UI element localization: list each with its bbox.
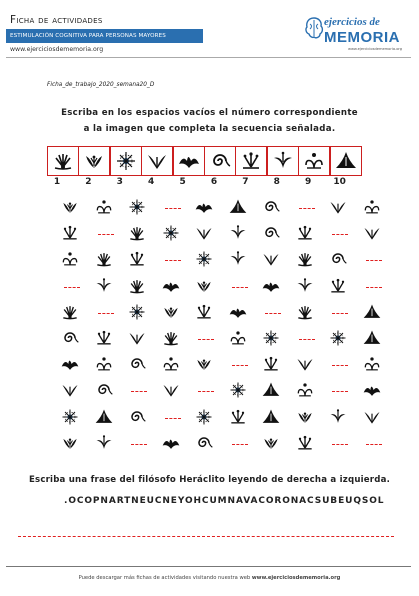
sequence-symbol bbox=[261, 276, 281, 300]
sequence-symbol bbox=[194, 407, 214, 431]
bird-ornament-icon bbox=[362, 380, 382, 400]
fan-ornament-icon bbox=[60, 302, 80, 322]
key-number: 7 bbox=[242, 177, 249, 187]
starburst-ornament-icon bbox=[114, 149, 138, 173]
sequence-symbol bbox=[161, 223, 181, 247]
crown-ornament-icon bbox=[239, 149, 263, 173]
wing-ornament-icon bbox=[161, 380, 181, 400]
starburst-ornament-icon bbox=[161, 223, 181, 243]
scroll-ornament-icon bbox=[94, 197, 114, 217]
logo-url: www.ejerciciosdememoria.org bbox=[348, 47, 403, 51]
bird-ornament-icon bbox=[161, 433, 181, 453]
bird-ornament-icon bbox=[161, 276, 181, 296]
answer-blank[interactable] bbox=[299, 339, 315, 340]
key-cell-2 bbox=[78, 146, 110, 176]
tulip-ornament-icon bbox=[194, 354, 214, 374]
sequence-symbol bbox=[94, 276, 114, 300]
key-cell-9 bbox=[298, 146, 330, 176]
answer-blank[interactable] bbox=[332, 234, 348, 235]
sequence-symbol bbox=[261, 197, 281, 221]
sequence-symbol bbox=[362, 380, 382, 404]
answer-line[interactable] bbox=[18, 536, 394, 537]
logo-text-main: MEMORIA bbox=[324, 29, 400, 46]
sequence-symbol bbox=[94, 197, 114, 221]
answer-blank[interactable] bbox=[98, 313, 114, 314]
sequence-symbol bbox=[295, 302, 315, 326]
footer-divider bbox=[6, 566, 411, 567]
sequence-symbol bbox=[127, 407, 147, 431]
tulip-ornament-icon bbox=[60, 433, 80, 453]
sequence-symbol bbox=[94, 407, 114, 431]
key-cell-8 bbox=[267, 146, 299, 176]
wing-ornament-icon bbox=[328, 197, 348, 217]
sequence-symbol bbox=[328, 249, 348, 273]
sequence-symbol bbox=[228, 249, 248, 273]
key-cell-7 bbox=[235, 146, 267, 176]
sequence-symbol bbox=[295, 407, 315, 431]
wing-ornament-icon bbox=[362, 223, 382, 243]
scroll-ornament-icon bbox=[60, 249, 80, 269]
key-number: 2 bbox=[85, 177, 92, 187]
tree-ornament-icon bbox=[94, 407, 114, 427]
sequence-symbol bbox=[94, 354, 114, 378]
fan-ornament-icon bbox=[295, 302, 315, 322]
sequence-symbol bbox=[261, 433, 281, 457]
sequence-symbol bbox=[194, 223, 214, 247]
header-url: www.ejerciciosdememoria.org bbox=[10, 46, 104, 53]
tree-ornament-icon bbox=[261, 407, 281, 427]
starburst-ornament-icon bbox=[127, 197, 147, 217]
key-number: 9 bbox=[305, 177, 312, 187]
answer-blank[interactable] bbox=[232, 365, 248, 366]
sequence-symbol bbox=[295, 354, 315, 378]
sequence-symbol bbox=[127, 302, 147, 326]
tulip-ornament-icon bbox=[261, 433, 281, 453]
brain-icon bbox=[304, 16, 324, 42]
crown-ornament-icon bbox=[261, 354, 281, 374]
flourish-ornament-icon bbox=[94, 276, 114, 296]
starburst-ornament-icon bbox=[328, 328, 348, 348]
footer-note-text: Puede descargar más fichas de actividades visitando nuestra web bbox=[78, 575, 251, 581]
fan-ornament-icon bbox=[161, 328, 181, 348]
tulip-ornament-icon bbox=[295, 407, 315, 427]
starburst-ornament-icon bbox=[127, 302, 147, 322]
sequence-symbol bbox=[194, 249, 214, 273]
sequence-symbol bbox=[261, 249, 281, 273]
sequence-symbol bbox=[328, 197, 348, 221]
key-cell-5 bbox=[173, 146, 205, 176]
sequence-symbol bbox=[60, 197, 80, 221]
flourish-ornament-icon bbox=[295, 276, 315, 296]
key-number: 4 bbox=[148, 177, 155, 187]
sequence-symbol bbox=[60, 380, 80, 404]
bird-ornament-icon bbox=[194, 197, 214, 217]
sequence-symbol bbox=[295, 380, 315, 404]
sequence-symbol bbox=[194, 197, 214, 221]
sequence-symbol bbox=[161, 328, 181, 352]
sequence-symbol bbox=[228, 197, 248, 221]
tree-ornament-icon bbox=[334, 149, 358, 173]
sequence-symbol bbox=[362, 197, 382, 221]
answer-blank[interactable] bbox=[332, 365, 348, 366]
crown-ornament-icon bbox=[127, 249, 147, 269]
scroll-ornament-icon bbox=[94, 354, 114, 374]
tulip-ornament-icon bbox=[82, 149, 106, 173]
crown-ornament-icon bbox=[94, 328, 114, 348]
key-number: 1 bbox=[53, 177, 61, 187]
bird-ornament-icon bbox=[177, 149, 201, 173]
key-cell-1 bbox=[47, 146, 79, 176]
sequence-symbol bbox=[295, 276, 315, 300]
bird-ornament-icon bbox=[228, 302, 248, 322]
header-divider bbox=[6, 57, 411, 58]
spiral-ornament-icon bbox=[94, 380, 114, 400]
answer-blank[interactable] bbox=[332, 444, 348, 445]
answer-blank[interactable] bbox=[98, 234, 114, 235]
bird-ornament-icon bbox=[60, 354, 80, 374]
sequence-symbol bbox=[60, 249, 80, 273]
answer-blank[interactable] bbox=[198, 391, 214, 392]
fan-ornament-icon bbox=[295, 249, 315, 269]
answer-blank[interactable] bbox=[366, 260, 382, 261]
wing-ornament-icon bbox=[261, 249, 281, 269]
answer-blank[interactable] bbox=[198, 339, 214, 340]
sequence-symbol bbox=[328, 407, 348, 431]
worksheet-id: Ficha_de_trabajo_2020_semana20_D bbox=[47, 82, 155, 88]
reversed-phrase: .OCOPNARTNEUCNEYOHCUMNAVACORONACSUBEUQSOL bbox=[64, 496, 385, 506]
sequence-symbol bbox=[60, 354, 80, 378]
fan-ornament-icon bbox=[127, 276, 147, 296]
sheet-subtitle: ESTIMULACIÓN COGNITIVA PARA PERSONAS MAYORES bbox=[10, 33, 166, 39]
sequence-symbol bbox=[362, 328, 382, 352]
sequence-symbol bbox=[228, 380, 248, 404]
sequence-symbol bbox=[94, 380, 114, 404]
crown-ornament-icon bbox=[295, 223, 315, 243]
instruction-line-2: a la imagen que completa la secuencia señalada. bbox=[83, 124, 336, 134]
sequence-symbol bbox=[328, 328, 348, 352]
key-cell-10 bbox=[330, 146, 362, 176]
wing-ornament-icon bbox=[194, 223, 214, 243]
sequence-symbol bbox=[194, 302, 214, 326]
crown-ornament-icon bbox=[295, 433, 315, 453]
fan-ornament-icon bbox=[127, 223, 147, 243]
spiral-ornament-icon bbox=[127, 407, 147, 427]
sequence-symbol bbox=[127, 197, 147, 221]
tulip-ornament-icon bbox=[60, 197, 80, 217]
fan-ornament-icon bbox=[51, 149, 75, 173]
scroll-ornament-icon bbox=[302, 149, 326, 173]
key-number: 6 bbox=[210, 177, 218, 187]
sequence-symbol bbox=[261, 223, 281, 247]
sequence-symbol bbox=[295, 433, 315, 457]
answer-blank[interactable] bbox=[366, 287, 382, 288]
sequence-symbol bbox=[127, 354, 147, 378]
crown-ornament-icon bbox=[228, 407, 248, 427]
sequence-symbol bbox=[161, 276, 181, 300]
sequence-symbol bbox=[362, 302, 382, 326]
answer-blank[interactable] bbox=[131, 444, 147, 445]
key-cell-3 bbox=[110, 146, 142, 176]
sequence-symbol bbox=[295, 249, 315, 273]
sequence-symbol bbox=[161, 354, 181, 378]
sequence-symbol bbox=[228, 302, 248, 326]
sequence-symbol bbox=[94, 328, 114, 352]
spiral-ornament-icon bbox=[328, 249, 348, 269]
scroll-ornament-icon bbox=[295, 380, 315, 400]
tulip-ornament-icon bbox=[161, 302, 181, 322]
sequence-symbol bbox=[261, 380, 281, 404]
wing-ornament-icon bbox=[60, 380, 80, 400]
spiral-ornament-icon bbox=[208, 149, 232, 173]
sequence-symbol bbox=[127, 223, 147, 247]
answer-blank[interactable] bbox=[165, 208, 181, 209]
starburst-ornament-icon bbox=[228, 380, 248, 400]
flourish-ornament-icon bbox=[228, 223, 248, 243]
sequence-symbol bbox=[261, 354, 281, 378]
spiral-ornament-icon bbox=[261, 197, 281, 217]
sequence-symbol bbox=[60, 407, 80, 431]
sequence-symbol bbox=[127, 328, 147, 352]
sequence-symbol bbox=[228, 223, 248, 247]
starburst-ornament-icon bbox=[60, 407, 80, 427]
crown-ornament-icon bbox=[328, 276, 348, 296]
scroll-ornament-icon bbox=[362, 354, 382, 374]
footer-site-link[interactable]: www.ejerciciosdememoria.org bbox=[251, 575, 341, 581]
sequence-symbol bbox=[60, 433, 80, 457]
wing-ornament-icon bbox=[127, 328, 147, 348]
footer-note bbox=[0, 575, 419, 581]
tulip-ornament-icon bbox=[194, 276, 214, 296]
answer-blank[interactable] bbox=[165, 418, 181, 419]
crown-ornament-icon bbox=[60, 223, 80, 243]
sequence-symbol bbox=[194, 276, 214, 300]
starburst-ornament-icon bbox=[194, 407, 214, 427]
sequence-symbol bbox=[127, 249, 147, 273]
answer-blank[interactable] bbox=[232, 287, 248, 288]
tree-ornament-icon bbox=[228, 197, 248, 217]
answer-blank[interactable] bbox=[165, 260, 181, 261]
scroll-ornament-icon bbox=[228, 328, 248, 348]
wing-ornament-icon bbox=[362, 407, 382, 427]
sequence-symbol bbox=[94, 433, 114, 457]
starburst-ornament-icon bbox=[194, 249, 214, 269]
flourish-ornament-icon bbox=[271, 149, 295, 173]
answer-blank[interactable] bbox=[64, 287, 80, 288]
phrase-instruction: Escriba una frase del filósofo Heráclito leyendo de derecha a izquierda. bbox=[28, 475, 391, 485]
scroll-ornament-icon bbox=[161, 354, 181, 374]
flourish-ornament-icon bbox=[94, 433, 114, 453]
flourish-ornament-icon bbox=[328, 407, 348, 427]
key-number: 10 bbox=[333, 177, 346, 187]
spiral-ornament-icon bbox=[261, 223, 281, 243]
answer-blank[interactable] bbox=[232, 444, 248, 445]
answer-blank[interactable] bbox=[332, 391, 348, 392]
instruction-line-1: Escriba en los espacios vacíos el número correspondiente bbox=[61, 108, 358, 118]
key-number: 3 bbox=[116, 177, 123, 187]
sequence-symbol bbox=[328, 276, 348, 300]
logo-text-top: ejercicios de bbox=[324, 16, 380, 28]
answer-blank[interactable] bbox=[299, 208, 315, 209]
flourish-ornament-icon bbox=[228, 249, 248, 269]
bird-ornament-icon bbox=[261, 276, 281, 296]
tree-ornament-icon bbox=[362, 328, 382, 348]
sequence-symbol bbox=[261, 407, 281, 431]
spiral-ornament-icon bbox=[127, 354, 147, 374]
answer-blank[interactable] bbox=[366, 444, 382, 445]
spiral-ornament-icon bbox=[60, 328, 80, 348]
key-cell-4 bbox=[141, 146, 173, 176]
sequence-symbol bbox=[362, 407, 382, 431]
sequence-symbol bbox=[161, 380, 181, 404]
sequence-symbol bbox=[94, 249, 114, 273]
wing-ornament-icon bbox=[295, 354, 315, 374]
sequence-symbol bbox=[362, 354, 382, 378]
scroll-ornament-icon bbox=[362, 197, 382, 217]
sheet-title: Ficha de actividades bbox=[10, 14, 103, 26]
fan-ornament-icon bbox=[94, 249, 114, 269]
sequence-symbol bbox=[60, 302, 80, 326]
tree-ornament-icon bbox=[261, 380, 281, 400]
sequence-symbol bbox=[194, 433, 214, 457]
answer-blank[interactable] bbox=[265, 313, 281, 314]
sequence-symbol bbox=[228, 328, 248, 352]
sequence-symbol bbox=[362, 223, 382, 247]
starburst-ornament-icon bbox=[261, 328, 281, 348]
spiral-ornament-icon bbox=[194, 433, 214, 453]
crown-ornament-icon bbox=[194, 302, 214, 322]
key-number: 5 bbox=[179, 177, 186, 187]
sequence-symbol bbox=[228, 407, 248, 431]
sequence-symbol bbox=[295, 223, 315, 247]
answer-blank[interactable] bbox=[131, 391, 147, 392]
sequence-symbol bbox=[261, 328, 281, 352]
sequence-symbol bbox=[161, 302, 181, 326]
key-number: 8 bbox=[273, 177, 280, 187]
site-logo bbox=[304, 14, 414, 54]
sequence-symbol bbox=[60, 223, 80, 247]
wing-ornament-icon bbox=[145, 149, 169, 173]
sequence-symbol bbox=[127, 276, 147, 300]
sequence-symbol bbox=[60, 328, 80, 352]
answer-blank[interactable] bbox=[332, 313, 348, 314]
sequence-symbol bbox=[194, 354, 214, 378]
tree-ornament-icon bbox=[362, 302, 382, 322]
key-cell-6 bbox=[204, 146, 236, 176]
sequence-symbol bbox=[161, 433, 181, 457]
